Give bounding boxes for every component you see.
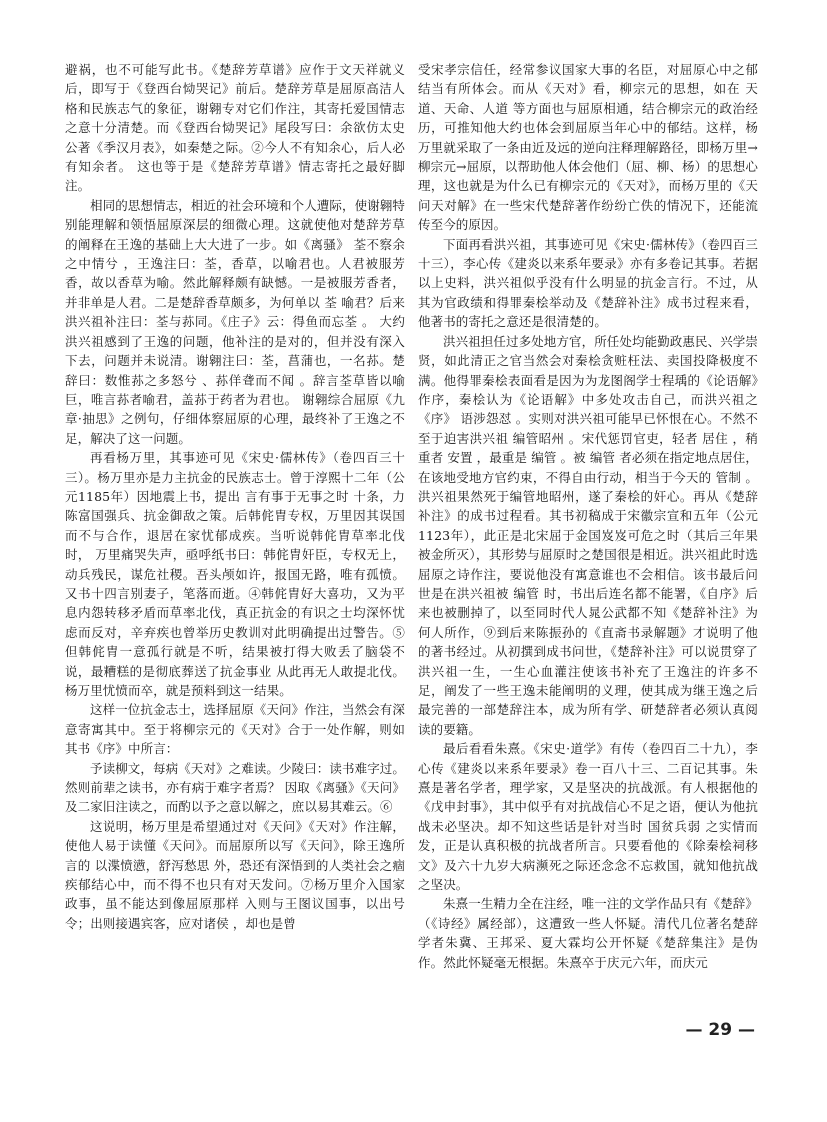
paragraph: 避祸，也不可能写此书。《楚辞芳草谱》应作于文天祥就义后，即写于《登西台恸哭记》前后。楚辞芳草是屈原高洁人格和民族志气的象征，谢翱专对它们作注，其寄托爱国情志之意十分清楚。而《登西台恸哭记》尾段写曰：余欲仿太史公著《季汉月表》，如秦楚之际。②今人不有知余心，后人必有知余者。 这也等于是《楚辞芳草谱》情志寄托之最好脚注。 (65, 62, 405, 194)
paragraph: 予读柳文，每病《天对》之难读。少陵曰：读书难字过。 然则前辈之读书，亦有病于难字者焉？ 因取《离骚》《天问》及二家旧注读之，而酌以予之意以解之，庶以易其难云。⑥ (65, 760, 406, 815)
paragraph: 受宋孝宗信任，经常参议国家大事的名臣，对屈原心中之郁结当有所体会。而从《天对》看，柳宗元的思想，如在 天道、天命、人道 等方面也与屈原相通，结合柳宗元的政治经历，可推知他大约也体会到屈原当年心中的郁结。这样，杨万里就采取了一条由近及远的逆向注释理解路径，即杨万里→柳宗元→屈原，以帮助他人体会他们（屈、柳、杨）的思想心理，这也就是为什么已有柳宗元的《天对》，而杨万里的《天问天对解》在一些宋代楚辞著作纷纷亡佚的情况下，还能流传至今的原因。 (418, 62, 758, 233)
paragraph: 下面再看洪兴祖，其事迹可见《宋史·儒林传》（卷四百三十三），李心传《建炎以来系年要录》亦有多卷记其事。若据以上史料，洪兴祖似乎没有什么明显的抗金言行。不过，从其为官政绩和得罪秦桧举动及《楚辞补注》成书过程来看，他著书的寄托之意还是很清楚的。 (418, 236, 758, 330)
paragraph: 最后看看朱熹。《宋史·道学》有传（卷四百二十九），李心传《建炎以来系年要录》卷一百八十三、二百记其事。朱熹是著名学者，理学家，又是坚决的抗战派。有人根据他的《戊申封事》，其中似乎有对抗战信心不足之语，便认为他抗战未必坚决。却不知这些话是针对当时 国贫兵弱 之实情而发，正是认真积极的抗战者所言。只要看他的《除秦桧祠移文》及六十九岁大病濒死之际还念念不忘救国，就知他抗战之坚决。 (418, 741, 758, 893)
paragraph: 洪兴祖担任过多处地方官，所任处均能勤政惠民、兴学崇贤，如此清正之官当然会对秦桧贪赃枉法、卖国投降极度不满。他得罪秦桧表面看是因为为龙图阁学士程瑀的《论语解》作序，秦桧认为《论语解》中多处攻击自己，而洪兴祖之《序》 语涉怨怼 。实则对洪兴祖可能早已怀恨在心。不然不至于迫害洪兴祖 编管昭州 。宋代惩罚官吏，轻者 居住 ，稍重者 安置 ，最重是 编管 。被 编管 者必须在指定地点居住，在该地受地方官约束，不得自由行动，相当于今天的 管制 。洪兴祖果然死于编管地昭州，遂了秦桧的奸心。再从《楚辞补注》的成书过程看。其书初稿成于宋徽宗宣和五年（公元1123年），此正是北宋屈于金国岌岌可危之时（其后三年果被金所灭），其形势与屈原时之楚国很是相近。洪兴祖此时选屈原之诗作注，要说他没有寓意谁也不会相信。该书最后问世是在洪兴祖被 编管 时，书出后连名都不能署，《自序》后来也被删掉了，以至同时代人晁公武都不知《楚辞补注》为何人所作，⑨到后来陈振孙的《直斋书录解题》才说明了他的著书经过。从初撰到成书问世，《楚辞补注》可以说贯穿了洪兴祖一生，一生心血灌注使该书补充了王逸注的许多不足，阐发了一些王逸未能阐明的义理，使其成为继王逸之后最完善的一部楚辞注本，成为所有学、研楚辞者必须认真阅读的要籍。 (418, 333, 759, 737)
page-number: — 29 — (685, 1020, 755, 1040)
paragraph: 这说明，杨万里是希望通过对《天问》《天对》作注解，使他人易于读懂《天问》。而屈原所以写《天问》，除王逸所言的 以渫愤懑，舒泻愁思 外，恐还有深悟到的人类社会之痼疾郁结心中，而不得不也只有对天发问。⑦杨万里介入国家政事，虽不能达到像屈原那样 入则与王图议国事，以出号令；出则接遇宾客，应对诸侯 ，却也是曾 (65, 818, 405, 931)
paragraph: 相同的思想情志，相近的社会环境和个人遭际，使谢翱特别能理解和领悟屈原深层的细微心理。这就使他对楚辞芳草的阐释在王逸的基础上大大进了一步。如《离骚》 荃不察余之中情兮 ，王逸注曰：荃，香草，以喻君也。人君被服芳香，故以香草为喻。然此解释颇有缺憾。一是被服芳香者，并非单是人君。二是楚辞香草颇多，为何单以 荃 喻君？后来洪兴祖补注曰：荃与荪同。《庄子》云：得鱼而忘荃 。 大约洪兴祖感到了王逸的问题，他补注的是对的，但并没有深入下去，问题并未说清。谢翱注曰：荃，菖蒲也，一名荪。楚辞曰：数惟荪之多怒兮 、荪佯聋而不闻 。辞言荃草皆以喻巨，唯言荪者喻君，盖荪于药者为君也。 谢翱综合屈原《九章·抽思》之例句，仔细体察屈原的心理，最终补了王逸之不足，解决了这一问题。 (65, 197, 406, 446)
right-text-column (418, 60, 758, 972)
paragraph: 这样一位抗金志士，选择屈原《天问》作注，当然会有深意寄寓其中。至于将柳宗元的《天对》合于一处作解，则如其书《序》中所言： (65, 702, 406, 757)
left-text-column (65, 60, 405, 933)
paragraph: 再看杨万里，其事迹可见《宋史·儒林传》（卷四百三十三）。杨万里亦是力主抗金的民族志士。曾于淳熙十二年（公元1185年）因地震上书，提出 言有事于无事之时 十条，力陈富国强兵、抗金御敌之策。后韩侂胄专权，万里因其误国而不与合作，退居在家忧郁成疾。当听说韩侂胄草率北伐时， 万里痛哭失声，亟呼纸书曰：韩侂胄奸臣，专权无上，动兵残民，谋危社稷。吾头颅如许，报国无路，唯有孤愤。 又书十四言别妻子，笔落而逝。④韩侂胄好大喜功，又为平息内怨转移矛盾而草率北伐，真正抗金的有识之士均深怀忧虑而反对，辛弃疾也曾举历史教训对此明确提出过警告。⑤但韩侂胄一意孤行就是不听，结果被打得大败丢了脑袋不说，最糟糕的是彻底葬送了抗金事业 从此再无人敢提北伐。杨万里忧愤而卒，就是预料到这一结果。 (65, 450, 405, 698)
paragraph: 朱熹一生精力全在注经，唯一注的文学作品只有《楚辞》（《诗经》属经部），这遭致一些人怀疑。清代几位著名楚辞学者朱冀、王邦采、夏大霖均公开怀疑《楚辞集注》是伪作。然此怀疑毫无根据。朱熹卒于庆元六年，而庆元 (418, 896, 759, 970)
